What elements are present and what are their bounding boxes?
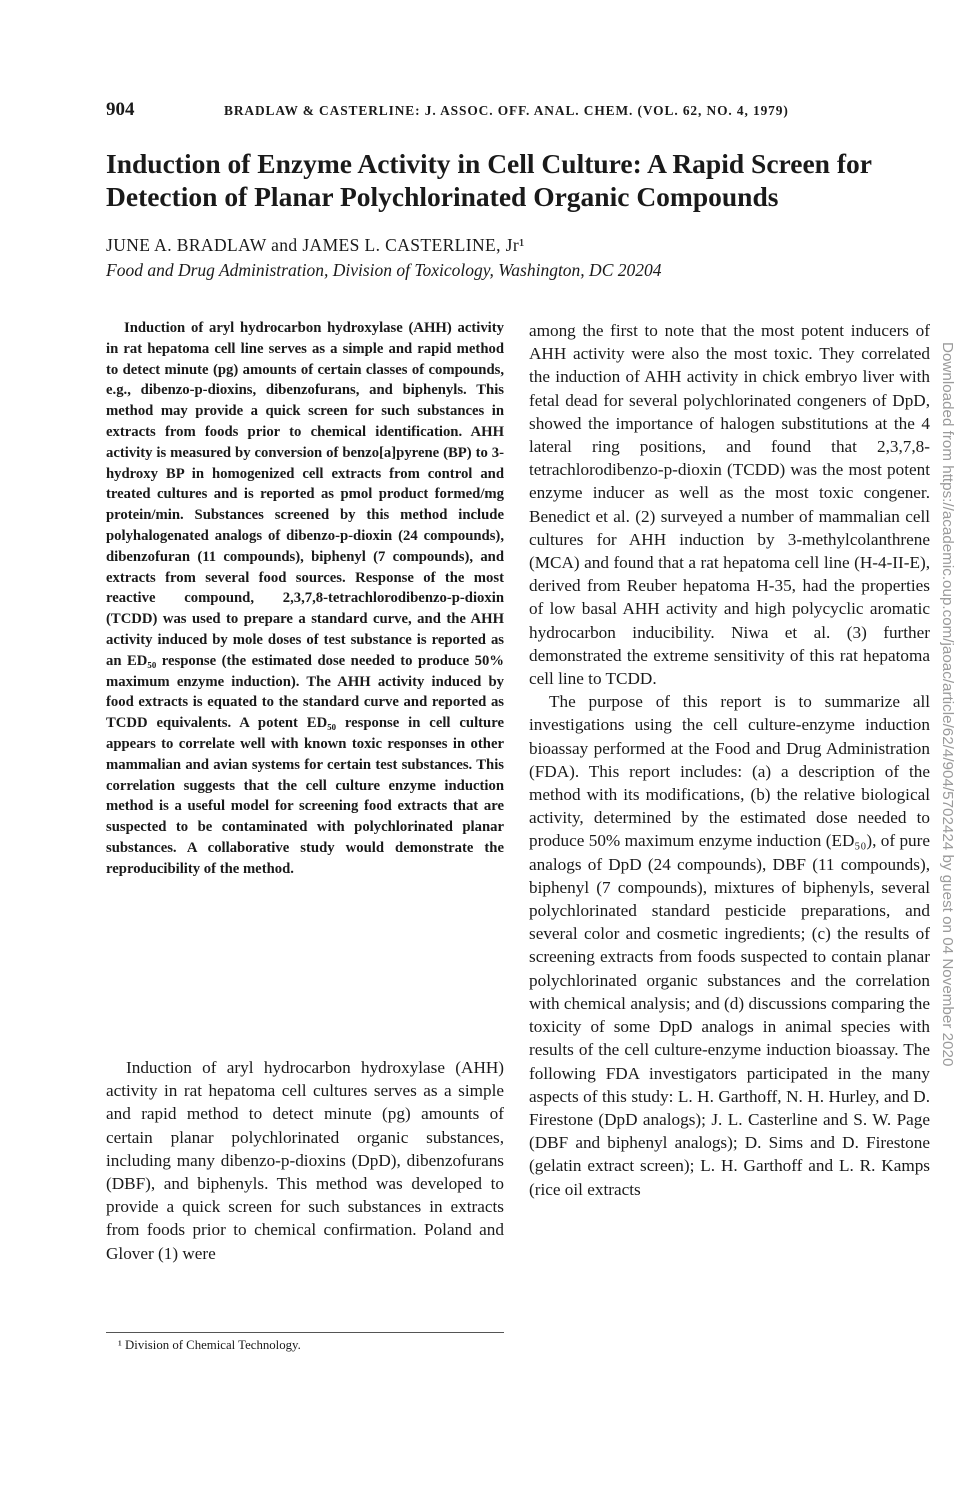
body-paragraph-continued: among the first to note that the most potent inducers of AHH activity were also the most toxic. They correlated the induction of AHH activity in chick embryo liver with fetal dead for several polychlorinated congeners of DpD, showed the importance of halogen substitutions at the 4 lateral ring positions, and found that 2,3,7,8-tetrachlorodibenzo-p-dioxin (TCDD) was the most potent enzyme inducer as well as the most toxic congener. Benedict et al. (2) surveyed a number of mammalian cell cultures for AHH induction by 3-methylcolanthrene (MCA) and found that a rat hepatoma cell line (H-4-II-E), derived from Reuber hepatoma H-35, had the properties of low basal AHH activity and high polycyclic aromatic hydrocarbon inducibility. Niwa et al. (3) further demonstrated the extreme sensitivity of this rat hepatoma cell line to TCDD. <box>529 321 930 689</box>
author-list: JUNE A. BRADLAW and JAMES L. CASTERLINE, Jr¹ <box>106 235 525 255</box>
abstract: Induction of aryl hydrocarbon hydroxylase (AHH) activity in rat hepatoma cell line serves as a simple and rapid method to detect minute (pg) amounts of certain classes of compounds, e.g., dibenzo-p-dioxins, dibenzofurans, and biphenyls. This method may provide a quick screen for such substances in extracts from foods prior to chemical identification. AHH activity is measured by conversion of benzo[a]pyrene (BP) to 3-hydroxy BP in homogenized cell extracts from control and treated cultures and is reported as pmol product formed/mg protein/min. Substances screened by this method include polyhalogenated analogs of dibenzo-p-dioxin (24 compounds), dibenzofuran (11 compounds), biphenyl (7 compounds), and extracts from several food sources. Response of the most reactive compound, 2,3,7,8-tetrachlorodibenzo-p-dioxin (TCDD) was used to prepare a standard curve, and the AHH activity induced by mole doses of test substance is reported as an ED₅₀ response (the estimated dose needed to produce 50% maximum enzyme induction). The AHH activity induced by food extracts is equated to the standard curve and reported as TCDD equivalents. A potent ED₅₀ response in cell culture appears to correlate well with known toxic responses in other mammalian and avian systems for certain test substances. This correlation suggests that the cell culture enzyme induction method is a useful model for screening food extracts that are suspected to be contaminated with polychlorinated planar substances. A collaborative study would demonstrate the reproducibility of the method. <box>106 320 504 877</box>
body-column-right <box>529 319 930 1201</box>
body-paragraph-purpose: The purpose of this report is to summarize all investigations using the cell culture-enzyme induction bioassay performed at the Food and Drug Administration (FDA). This report includes: (a) a description of the method with its modifications, (b) the relative biological activity, determined by the estimated dose needed to produce 50% maximum enzyme induction (ED₅₀), of pure analogs of DpD (24 compounds), DBF (11 compounds), biphenyl (7 compounds), mixtures of biphenyls, several polychlorinated standard pesticide preparations, and several color and cosmetic ingredients; (c) the results of screening extracts from foods suspected to contain planar polychlorinated organic substances and the correlation with chemical analysis; and (d) discussions comparing the toxicity of some DpD analogs in animal species with results of the cell culture-enzyme induction bioassay. The following FDA investigators participated in the many aspects of this study: L. H. Garthoff, N. H. Hurley, and D. Firestone (DpD analogs); J. L. Casterline and S. W. Page (DBF and biphenyl analogs); D. Sims and D. Firestone (gelatin extract screen); L. H. Garthoff and L. R. Kamps (rice oil extracts <box>529 692 930 1199</box>
author-affiliation: Food and Drug Administration, Division of Toxicology, Washington, DC 20204 <box>106 260 662 280</box>
footnote-divider <box>106 1332 504 1333</box>
footnote: ¹ Division of Chemical Technology. <box>118 1338 301 1352</box>
body-column-left <box>106 1056 504 1265</box>
body-paragraph-intro: Induction of aryl hydrocarbon hydroxylase (AHH) activity in rat hepatoma cell cultures serves as a simple and rapid method to detect minute (pg) amounts of certain planar polychlorinated organic substances, including many dibenzo-p-dioxins (DpD), dibenzofurans (DBF), and biphenyls. This method was developed to provide a quick screen for such substances in extracts from foods prior to chemical confirmation. Poland and Glover (1) were <box>106 1058 504 1263</box>
article-title: Induction of Enzyme Activity in Cell Culture: A Rapid Screen for Detection of Planar Polychlorinated Organic Compounds <box>106 148 872 212</box>
download-watermark: Downloaded from https://academic.oup.com/jaoac/article/62/4/904/5702424 by guest on 04 November 2020 <box>939 342 956 1067</box>
page-number: 904 <box>106 99 135 120</box>
running-head: BRADLAW & CASTERLINE: J. ASSOC. OFF. ANAL. CHEM. (VOL. 62, NO. 4, 1979) <box>224 103 789 118</box>
